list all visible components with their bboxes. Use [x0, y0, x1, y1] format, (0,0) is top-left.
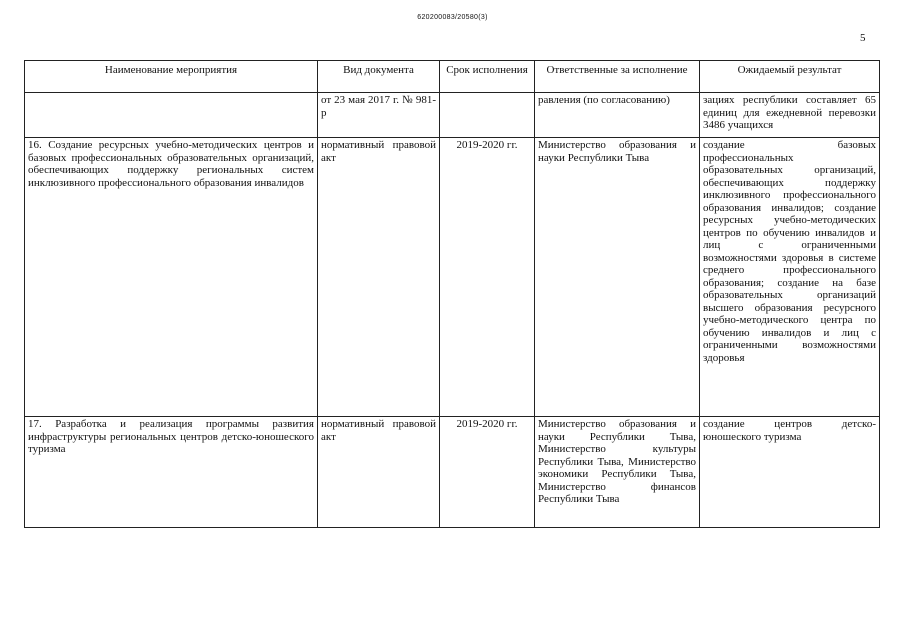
cell-responsible: равления (по согласованию) — [535, 93, 700, 138]
cell-document-type: нормативный правовой акт — [318, 138, 440, 417]
cell-activity-name: 17. Разработка и реализация программы развития инфраструктуры региональных центров детско-юношеского туризма — [25, 417, 318, 528]
header-term: Срок исполнения — [440, 61, 535, 93]
header-expected-result: Ожидаемый результат — [700, 61, 880, 93]
cell-term: 2019-2020 гг. — [440, 417, 535, 528]
activities-table — [24, 60, 880, 528]
cell-responsible: Министерство образования и науки Республики Тыва, Министерство культуры Республики Тыва, Министерство экономики Республики Тыва, Министерство финансов Республики Тыва — [535, 417, 700, 528]
cell-expected-result: создание центров детско-юношеского туризма — [700, 417, 880, 528]
header-responsible: Ответственные за исполнение — [535, 61, 700, 93]
table-row — [25, 417, 880, 528]
header-activity-name: Наименование мероприятия — [25, 61, 318, 93]
cell-responsible: Министерство образования и науки Республики Тыва — [535, 138, 700, 417]
cell-document-type: от 23 мая 2017 г. № 981-р — [318, 93, 440, 138]
header-document-type: Вид документа — [318, 61, 440, 93]
cell-term: 2019-2020 гг. — [440, 138, 535, 417]
cell-activity-name: 16. Создание ресурсных учебно-методических центров и базовых профессиональных образовательных организаций, обеспечивающих поддержку региональных систем инклюзивного профессионального образования инвалидов — [25, 138, 318, 417]
document-id: 620200083/20580(3) — [417, 14, 488, 21]
cell-document-type: нормативный правовой акт — [318, 417, 440, 528]
table-row — [25, 93, 880, 138]
cell-term — [440, 93, 535, 138]
cell-expected-result: зациях республики составляет 65 единиц для ежедневной перевозки 3486 учащихся — [700, 93, 880, 138]
cell-expected-result: создание базовых профессиональных образовательных организаций, обеспечивающих поддержку инклюзивного профессионального образования инвалидов; создание ресурсных учебно-методических центров по обучению инвалидов и лиц с ограниченными возможностями здоровья в системе среднего профессионального образования; создание на базе образовательных организаций высшего образования ресурсного учебно-методического центра по обучению инвалидов и лиц с ограниченными возможностями здоровья — [700, 138, 880, 417]
page-number: 5 — [860, 32, 866, 44]
table-row — [25, 138, 880, 417]
cell-activity-name — [25, 93, 318, 138]
table-header-row — [25, 61, 880, 93]
